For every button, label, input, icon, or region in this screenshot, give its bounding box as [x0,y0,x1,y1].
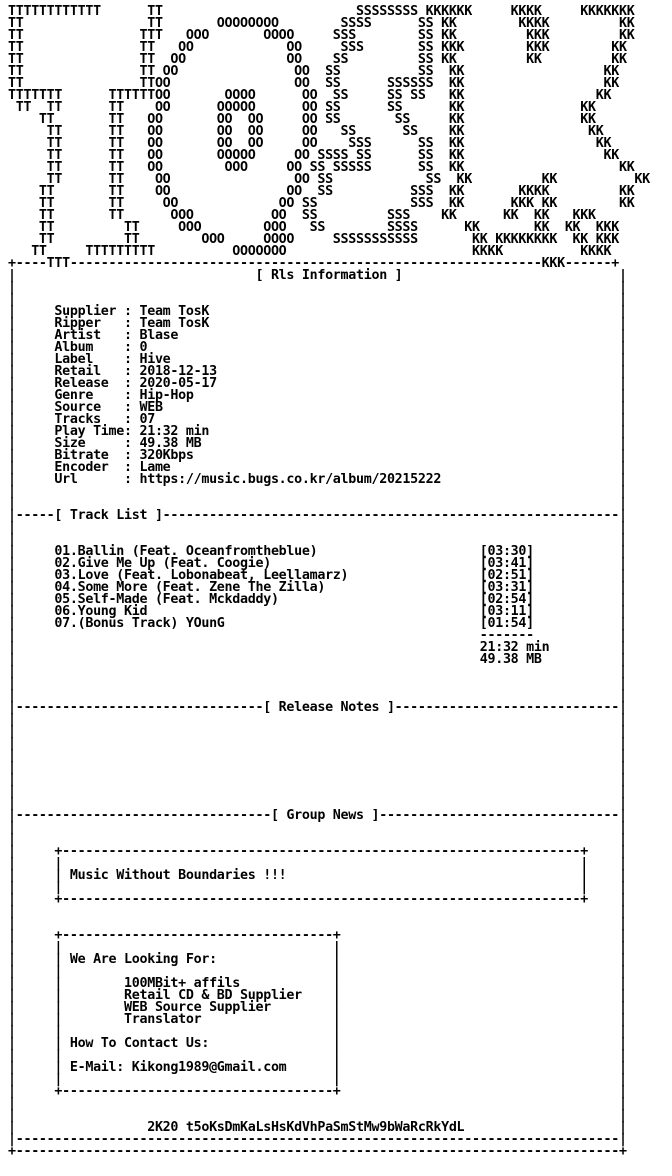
nfo-line: | Label : Hive | [8,352,627,367]
nfo-line: TT TT OO OO SS SSS KK KKKK KK [8,184,635,199]
nfo-line: | | | | [8,856,627,871]
nfo-line: TT TT OO OO SS SS KK KK [8,64,619,79]
nfo-line: TT TTOO OO SS SSSSSS KK KK [8,76,619,91]
nfo-line: | | [8,280,627,295]
nfo-line: |------------------------------------------------------------------------------| [8,1132,627,1147]
nfo-line: TT TT OO OO OO OO SS SS KK KK [8,112,596,127]
nfo-line: | | We Are Looking For: | | [8,952,627,967]
nfo-line: | +-------------------------------------------------------------------+ | [8,892,627,907]
nfo-line: | Play Time: 21:32 min | [8,424,627,439]
nfo-line: | Artist : Blase | [8,328,627,343]
nfo-line: | | Music Without Boundaries !!! | | [8,868,627,883]
nfo-line: | 03.Love (Feat. Lobonabeat, Leellamarz) [02:51] | [8,568,627,583]
nfo-line: | | | | [8,940,627,955]
nfo-line: | Album : 0 | [8,340,627,355]
nfo-line: TT TT OOO OOOO SSSSSSSSSSS KK KKKKKKKK KK KKK [8,232,619,247]
nfo-line: | Genre : Hip-Hop | [8,388,627,403]
nfo-line: | +-----------------------------------+ | [8,928,627,943]
nfo-line: | Release : 2020-05-17 | [8,376,627,391]
nfo-line: TT TT TT OO OOOOO OO SS SS KK KK [8,100,596,115]
nfo-line: | 01.Ballin (Feat. Oceanfromtheblue) [03:30] | [8,544,627,559]
nfo-line: | 02.Give Me Up (Feat. Coogie) [03:41] | [8,556,627,571]
nfo-line: | 04.Some More (Feat. Zene The Zilla) [03:31] | [8,580,627,595]
nfo-line: | | [8,1096,627,1111]
nfo-line: | 06.Young Kid [03:11] | [8,604,627,619]
nfo-line: | | [8,484,627,499]
nfo-line: TT TT OOO OOO SS SSSS KK KK KK KKK [8,220,619,235]
nfo-line: | 21:32 min | [8,640,627,655]
nfo-line: TT TT OO OOO OO SS SSSSS SS KK KK [8,160,635,175]
nfo-line: | 05.Self-Made (Feat. Mckdaddy) [02:54] | [8,592,627,607]
nfo-line: TTTTTTT TTTTTTOO OOOO OO SS SS SS KK KK [8,88,612,103]
nfo-line: TT TT OO OO SS SSS KK KKK KK KK [8,196,635,211]
nfo-line: |--------------------------------[ Release Notes ]-----------------------------| [8,700,627,715]
nfo-line: | Retail : 2018-12-13 | [8,364,627,379]
nfo-line: | | [8,1108,627,1123]
nfo-line: | Size : 49.38 MB | [8,436,627,451]
nfo-line: | | Retail CD & BD Supplier | | [8,988,627,1003]
nfo-line: | Supplier : Team TosK | [8,304,627,319]
nfo-line: | | How To Contact Us: | | [8,1036,627,1051]
nfo-line: | +-----------------------------------+ | [8,1084,627,1099]
nfo-line: | | Translator | | [8,1012,627,1027]
nfo-line: | | [8,784,627,799]
nfo-line: | | [8,772,627,787]
nfo-line: TT TT OO OO SSS SS KKK KKK KK [8,40,627,55]
nfo-line: TT TT OO OO OO OO SSS SS KK KK [8,136,612,151]
nfo-line: | | WEB Source Supplier | | [8,1000,627,1015]
nfo-line: | | [8,496,627,511]
nfo-line: | | [8,712,627,727]
nfo-line: | | E-Mail: Kikong1989@Gmail.com | | [8,1060,627,1075]
nfo-line: TTTTTTTTTTTT TT SSSSSSSS KKKKKK KKKK KKKKKKK [8,4,635,19]
nfo-line: | | [8,832,627,847]
nfo-line: | Ripper : Team TosK | [8,316,627,331]
nfo-line: | | | | [8,964,627,979]
nfo-line: | | [8,532,627,547]
nfo-line: TT TT OO OOOOO OO SSSS SS SS KK KK [8,148,619,163]
nfo-line: | 2K20 t5oKsDmKaLsHsKdVhPaSmStMw9bWaRcRkYdL | [8,1120,627,1135]
nfo-line: | Encoder : Lame | [8,460,627,475]
nfo-line: | | [8,520,627,535]
nfo-line: TT TT OO OO OO OO SS SS KK KK [8,124,604,139]
nfo-line: TT TT OOO OO SS SSS KK KK KK KKK [8,208,596,223]
nfo-line: | | [8,292,627,307]
nfo-line: |---------------------------------[ Group News ]-------------------------------| [8,808,627,823]
nfo-line: | | [8,796,627,811]
nfo-line: | | | | [8,880,627,895]
nfo-line: | | | | [8,1024,627,1039]
nfo-line: +----TTT-------------------------------------------------------------KKK------+ [8,256,619,271]
nfo-line: | Url : https://music.bugs.co.kr/album/20215222 | [8,472,627,487]
nfo-line: | | [8,736,627,751]
nfo-line: | 07.(Bonus Track) YOunG [01:54] | [8,616,627,631]
nfo-line: | ------- | [8,628,627,643]
nfo-line: | | [8,664,627,679]
nfo-line: | | [8,688,627,703]
nfo-line: | | | | [8,1072,627,1087]
nfo-line: +------------------------------------------------------------------------------+ [8,1144,627,1159]
nfo-line: TT TT OOOOOOOO SSSS SS KK KKKK KK [8,16,635,31]
nfo-line: | [ Rls Information ] | [8,268,627,283]
nfo-line: | Tracks : 07 | [8,412,627,427]
nfo-line: | +-------------------------------------------------------------------+ | [8,844,627,859]
nfo-line: |-----[ Track List ]-----------------------------------------------------------| [8,508,627,523]
nfo-line: | | [8,760,627,775]
nfo-line: TT TT OO OO SS SS KK KK KK [8,52,627,67]
nfo-line: | | | | [8,1048,627,1063]
nfo-line: | | [8,916,627,931]
nfo-line: | 49.38 MB | [8,652,627,667]
nfo-line: TT TTT OOO OOOO SSS SS KK KKK KK [8,28,635,43]
nfo-line: | | 100MBit+ affils | | [8,976,627,991]
nfo-line: TT TTTTTTTTT OOOOOOO KKKK KKKK [8,244,612,259]
nfo-line: | | [8,820,627,835]
nfo-line: | | [8,748,627,763]
nfo-line: | Bitrate : 320Kbps | [8,448,627,463]
nfo-line: | Source : WEB | [8,400,627,415]
nfo-line: TT TT OO OO SS SS KK KK KK [8,172,650,187]
nfo-line: | | [8,724,627,739]
nfo-line: | | [8,904,627,919]
nfo-line: | | [8,676,627,691]
